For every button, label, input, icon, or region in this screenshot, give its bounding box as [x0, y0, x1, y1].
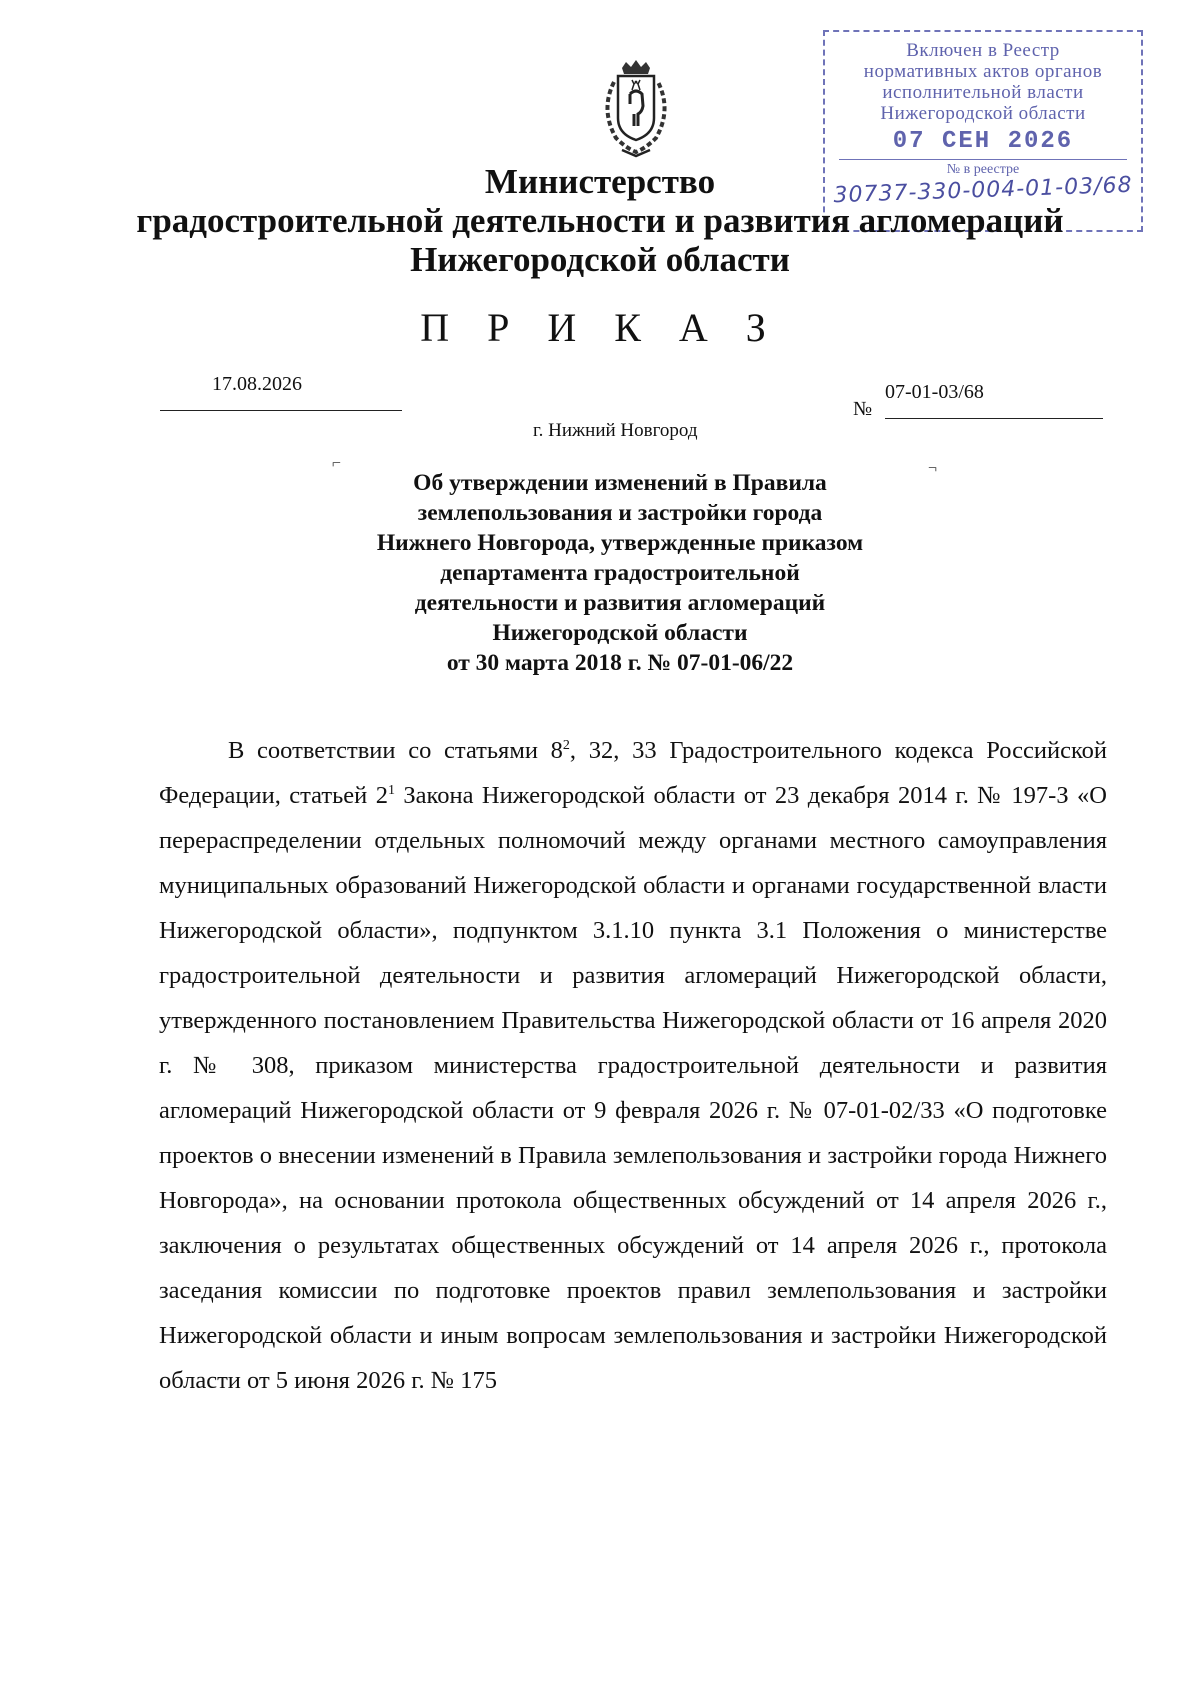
superscript: 2	[562, 737, 570, 753]
ministry-name-line3: Нижегородской области	[410, 240, 790, 279]
document-date: 17.08.2026	[212, 373, 302, 395]
title-line: от 30 марта 2018 г. № 07-01-06/22	[446, 650, 794, 676]
title-line: Об утверждении изменений в Правила	[413, 470, 827, 496]
title-corner-right-icon: ¬	[928, 460, 938, 477]
date-underline	[160, 410, 402, 411]
number-underline	[885, 418, 1103, 419]
document-title	[300, 468, 940, 678]
document-type: П Р И К А З	[420, 305, 780, 350]
stamp-registry-label: № в реестре	[946, 162, 1020, 177]
document-number: 07-01-03/68	[885, 381, 984, 403]
stamp-registry-number: 30737-330-004-01-03/68	[833, 172, 1133, 209]
stamp-line: исполнительной власти	[882, 82, 1084, 103]
stamp-date: 07 СЕН 2026	[892, 128, 1074, 155]
number-sign: №	[853, 398, 873, 420]
stamp-divider	[839, 159, 1127, 160]
title-line: Нижегородской области	[492, 620, 748, 646]
stamp-line: нормативных актов органов	[863, 61, 1103, 82]
title-corner-left-icon: ⌐	[332, 455, 342, 472]
body-text: В соответствии со статьями 8	[228, 737, 563, 764]
body-text: , 32, 33 Градостроительного кодекса Российской Федерации, статьей 2	[159, 737, 1107, 809]
stamp-line: Включен в Реестр	[906, 40, 1060, 61]
title-line: землепользования и застройки города	[417, 500, 823, 526]
body-paragraph	[159, 728, 1107, 1403]
coat-of-arms-icon	[588, 60, 684, 160]
stamp-line: Нижегородской области	[880, 103, 1086, 124]
title-line: Нижнего Новгорода, утвержденные приказом	[376, 530, 864, 556]
ministry-name-line2: градостроительной деятельности и развития агломераций	[136, 201, 1064, 240]
title-line: деятельности и развития агломераций	[414, 590, 826, 616]
document-city: г. Нижний Новгород	[533, 420, 698, 441]
ministry-name-line1: Министерство	[484, 162, 716, 201]
body-text: Закона Нижегородской области от 23 декабря 2014 г. № 197-З «О перераспределении отдельных полномочий между органами местного самоуправления муниципальных образований Нижегородской области и органами государственной власти Нижегородской области», подпунктом 3.1.10 пункта 3.1 Положения о министерстве градостроительной деятельности и развития агломераций Нижегородской области, утвержденного постановлением Правительства Нижегородской области от 16 апреля 2020 г. № 308, приказом министерства градостроительной деятельности и развития агломераций Нижегородской области от 9 февраля 2026 г. № 07-01-02/33 «О подготовке проектов о внесении изменений в Правила землепользования и застройки города Нижнего Новгорода», на основании протокола общественных обсуждений от 14 апреля 2026 г., заключения о результатах общественных обсуждений от 14 апреля 2026 г., протокола заседания комиссии по подготовке проектов правил землепользования и застройки Нижегородской области и иным вопросам землепользования и застройки Нижегородской области от 5 июня 2026 г. № 175	[159, 782, 1107, 1394]
superscript: 1	[387, 782, 395, 798]
title-line: департамента градостроительной	[440, 560, 800, 586]
